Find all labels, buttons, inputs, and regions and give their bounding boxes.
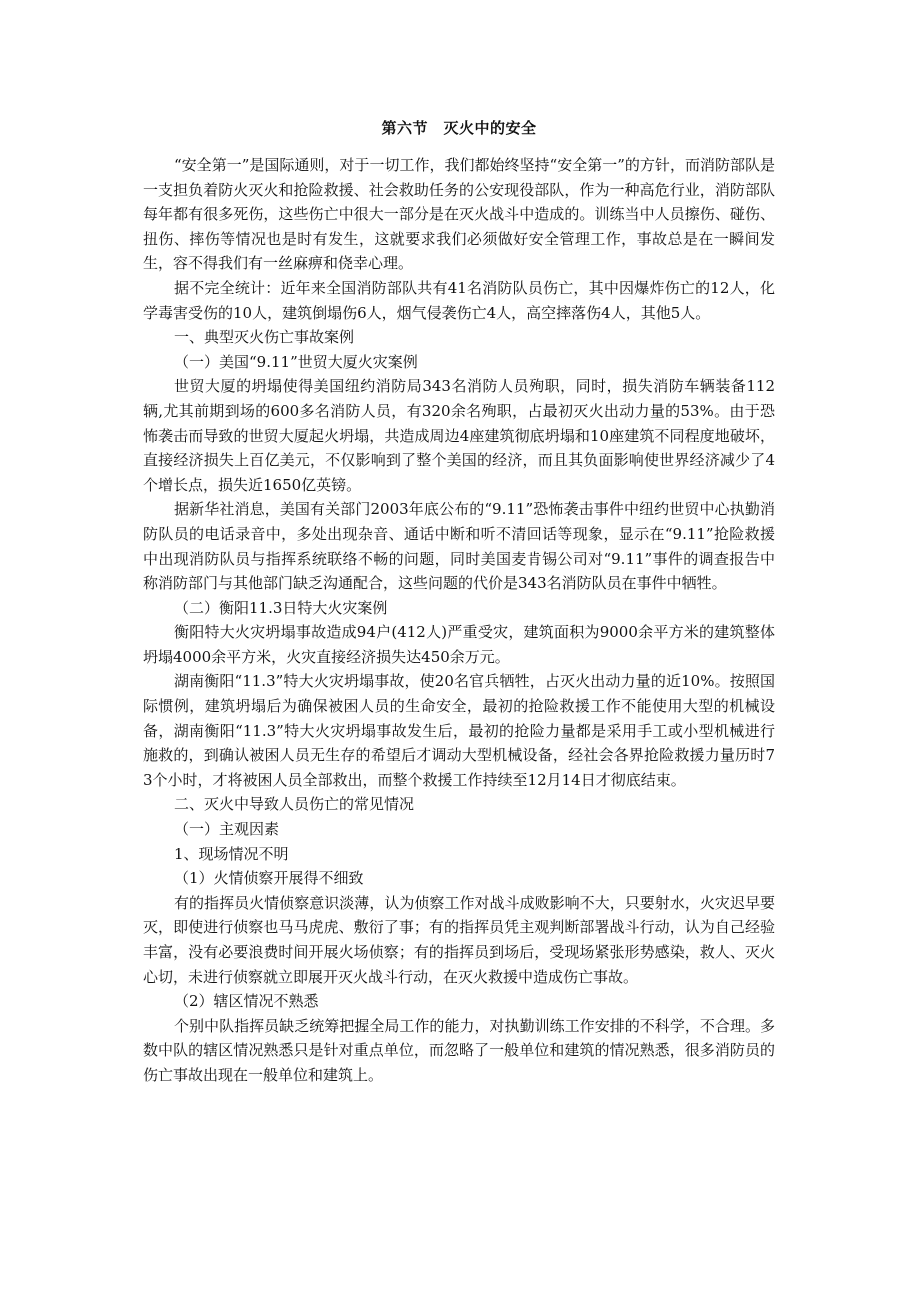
document-page bbox=[143, 0, 775, 1088]
item-subheading: （1）火情侦察开展得不细致 bbox=[174, 869, 364, 888]
paragraph: 世贸大厦的坍塌使得美国纽约消防局343名消防人员殉职，同时，损失消防车辆装备112辆,尤其前期到场的600多名消防人员，有320余名殉职，占最初灭火出动力量的53%。由于恐怖袭击而导致的世贸大厦起火坍塌，共造成周边4座建筑彻底坍塌和10座建筑不同程度地破坏，直接经济损失上百亿美元，不仅影响到了整个美国的经济，而且其负面影响使世界经济减少了4个增长点，损失近1650亿英镑。 bbox=[143, 377, 775, 494]
paragraph: 据不完全统计：近年来全国消防部队共有41名消防队员伤亡，其中因爆炸伤亡的12人，化学毒害受伤的10人，建筑倒塌伤6人，烟气侵袭伤亡4人，高空摔落伤4人，其他5人。 bbox=[143, 278, 775, 322]
paragraph: 衡阳特大火灾坍塌事故造成94户(412人)严重受灾，建筑面积为9000余平方米的建筑整体坍塌4000余平方米，火灾直接经济损失达450余万元。 bbox=[143, 623, 775, 666]
subsection-heading: （二）衡阳11.3日特大火灾案例 bbox=[174, 598, 388, 617]
item-subheading: （2）辖区情况不熟悉 bbox=[174, 992, 319, 1011]
section-heading: 一、典型灭火伤亡事故案例 bbox=[174, 328, 355, 347]
paragraph: 据新华社消息，美国有关部门2003年底公布的“9.11”恐怖袭击事件中纽约世贸中心执勤消防队员的电话录音中，多处出现杂音、通话中断和听不清回话等现象，显示在“9.11”抢险救援中出现消防队员与指挥系统联络不畅的问题，同时美国麦肯锡公司对“9.11”事件的调查报告中称消防部门与其他部门缺乏沟通配合，这些问题的代价是343名消防队员在事件中牺牲。 bbox=[143, 500, 775, 593]
document-body bbox=[143, 153, 775, 1088]
subsection-heading: （一）美国“9.11”世贸大厦火灾案例 bbox=[174, 352, 418, 371]
item-heading: 1、现场情况不明 bbox=[174, 844, 289, 863]
paragraph: 个别中队指挥员缺乏统筹把握全局工作的能力，对执勤训练工作安排的不科学，不合理。多数中队的辖区情况熟悉只是针对重点单位，而忽略了一般单位和建筑的情况熟悉，很多消防员的伤亡事故出现在一般单位和建筑上。 bbox=[143, 1016, 775, 1084]
section-heading: 二、灭火中导致人员伤亡的常见情况 bbox=[174, 795, 415, 814]
paragraph: 有的指挥员火情侦察意识淡薄，认为侦察工作对战斗成败影响不大，只要射水，火灾迟早要灭，即使进行侦察也马马虎虎、敷衍了事；有的指挥员凭主观判断部署战斗行动，认为自己经验丰富，没有必要浪费时间开展火场侦察；有的指挥员到场后，受现场紧张形势感染，救人、灭火心切，未进行侦察就立即展开灭火战斗行动，在灭火救援中造成伤亡事故。 bbox=[143, 893, 775, 986]
subsection-heading: （一）主观因素 bbox=[174, 820, 280, 839]
section-title: 第六节 灭火中的安全 bbox=[381, 119, 537, 137]
paragraph: 湖南衡阳“11.3”特大火灾坍塌事故，使20名官兵牺牲，占灭火出动力量的近10%。按照国际惯例，建筑坍塌后为确保被困人员的生命安全，最初的抢险救援工作不能使用大型的机械设备，湖南衡阳“11.3”特大火灾坍塌事故发生后，最初的抢险力量都是采用手工或小型机械进行施救的，到确认被困人员无生存的希望后才调动大型机械设备，经社会各界抢险救援力量历时73个小时，才将被困人员全部救出，而整个救援工作持续至12月14日才彻底结束。 bbox=[143, 672, 775, 789]
paragraph: “安全第一”是国际通则，对于一切工作，我们都始终坚持“安全第一”的方针，而消防部队是一支担负着防火灭火和抢险救援、社会救助任务的公安现役部队，作为一种高危行业，消防部队每年都有很多死伤，这些伤亡中很大一部分是在灭火战斗中造成的。训练当中人员擦伤、碰伤、扭伤、摔伤等情况也是时有发生，这就要求我们必须做好安全管理工作，事故总是在一瞬间发生，容不得我们有一丝麻痹和侥幸心理。 bbox=[143, 156, 775, 273]
